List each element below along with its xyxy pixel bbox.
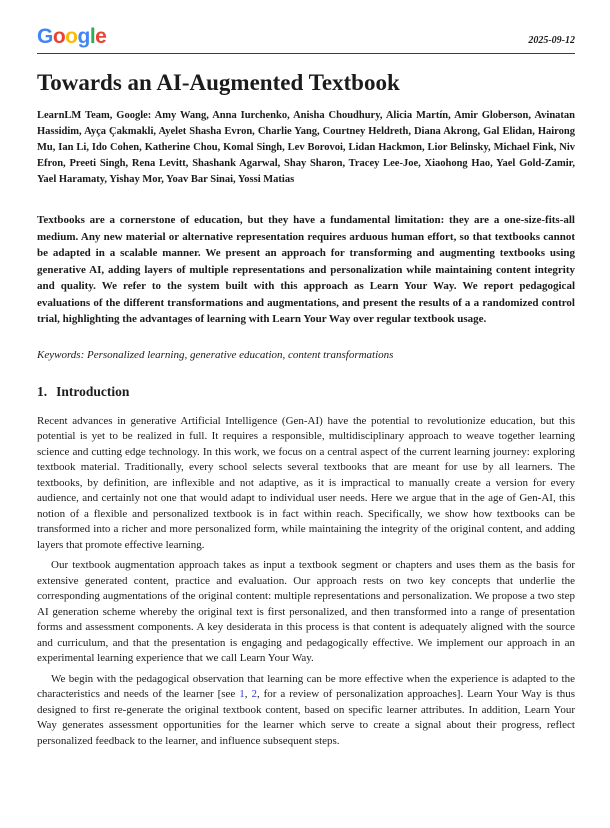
google-logo-letter: G	[37, 25, 53, 48]
abstract-paragraph: Textbooks are a cornerstone of education, but they have a fundamental limitation: they are a one-size-fits-all medium. Any new material or alternative representation requires arduous human effort, so that textbooks cannot be adapted in a scalable manner. We present an approach for transforming and augmenting textbooks using generative AI, adding layers of multiple representations and personalization while maintaining content integrity and quality. We refer to the system built with this approach as Learn Your Way. We report pedagogical evaluations of the different transformations and augmentations, and present the results of a a randomized control trial, highlighting the advantages of learning with Learn Your Way over regular textbook usage.	[37, 214, 575, 325]
section-heading-introduction	[37, 384, 575, 400]
citation-separator: ,	[244, 688, 252, 700]
authors-block: LearnLM Team, Google: Amy Wang, Anna Iurchenko, Anisha Choudhury, Alicia Martín, Amir Globerson, Avinatan Hassidim, Ayça Çakmakli, Ayelet Shasha Evron, Charlie Yang, Courtney Heldreth, Diana Akrong, Gal Elidan, Hairong Mu, Ian Li, Ido Cohen, Katherine Chou, Komal Singh, Lev Borovoi, Lidan Hackmon, Lior Belinsky, Michael Fink, Niv Efron, Preeti Singh, Rena Levitt, Shashank Agarwal, Shay Sharon, Tracey Lee-Joe, Xiaohong Hao, Yael Gold-Zamir, Yael Haramaty, Yishay Mor, Yoav Bar Sinai, Yossi Matias	[37, 110, 575, 185]
section-number: 1.	[37, 383, 48, 399]
section-title: Introduction	[56, 383, 130, 399]
google-logo-letter: l	[89, 25, 96, 48]
google-logo	[37, 26, 106, 48]
google-logo-letter: e	[95, 25, 107, 48]
paragraph-text-after-citations: , for a review of personalization approaches]. Learn Your Way is thus designed to first re-generate the original textbook content, based on specific learner attributes. In addition, Learn Your Way generates assessment opportunities for the learner which serve to create a signal about their progress, reflect personalized feedback to the learner, and influence subsequent steps.	[37, 688, 575, 747]
paper-title: Towards an AI-Augmented Textbook	[37, 70, 400, 95]
intro-paragraph-2: Our textbook augmentation approach takes as input a textbook segment or chapters and uses them as the basis for extensive generated content, practice and evaluation. Our approach rests on two key concepts that underlie the corresponding augmentations of the original content: multiple representations and personalization. We propose a two step AI generation scheme whereby the original text is first personalized, and then transformed into a range of presentation forms and assessment components. A key desiderata in this process is that content is adequately aligned with the source and curriculum, and that the presentation is engaging and pedagogically effective. We implement our approach in an experimental learning experience that we call Learn Your Way.	[37, 559, 575, 664]
google-logo-letter: o	[65, 25, 78, 48]
intro-paragraph-1: Recent advances in generative Artificial Intelligence (Gen-AI) have the potential to revolutionize education, but this potential is yet to be realized in full. It requires a responsible, multidisciplinary approach to weave together learning science and cutting edge technology. In this work, we focus on a central aspect of the current learning journey: exploring textbook material. Traditionally, every school selects several textbooks that are meant for use by all learners. The textbooks, by definition, are inflexible and not adaptive, as it is impractical to manually create a version for every audience, and certainly not one that would adapt to individual user needs. Here we argue that in the age of Gen-AI, this notion of a flexible and personalized textbook is in fact within reach. Specifically, we show how textbooks can be transformed into a richer and more personalized form, while maintaining the integrity of the original content, and adding layers that promote effective learning.	[37, 414, 575, 551]
citation-link-2[interactable]: 2	[251, 688, 257, 700]
date-label: 2025-09-12	[528, 35, 575, 46]
google-logo-letter: g	[77, 25, 90, 48]
keywords-line: Keywords: Personalized learning, generative education, content transformations	[37, 348, 394, 361]
paragraph-text-before-citations: We begin with the pedagogical observation that learning can be more effective when the experience is adapted to the characteristics and needs of the learner [see	[37, 672, 575, 700]
google-logo-letter: o	[52, 25, 66, 48]
intro-paragraph-3	[37, 672, 575, 750]
header	[37, 26, 575, 54]
citation-link-1[interactable]: 1	[239, 688, 245, 700]
